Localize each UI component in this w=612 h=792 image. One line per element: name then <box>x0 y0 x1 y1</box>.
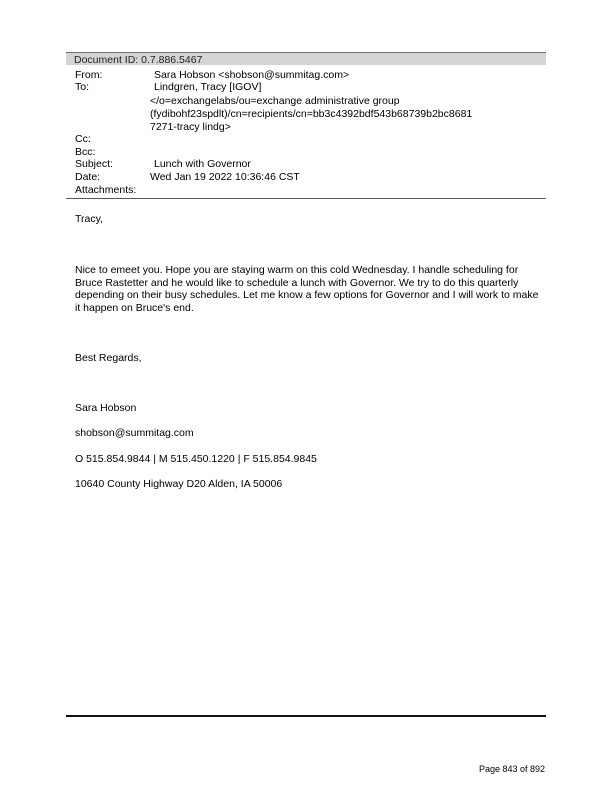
document-id-bar: Document ID: 0.7.886.5467 <box>66 52 546 65</box>
closing: Best Regards, <box>75 352 142 364</box>
date-label: Date: <box>75 171 101 183</box>
cc-label: Cc: <box>75 133 91 145</box>
to-recipient-name: Lindgren, Tracy [IGOV] <box>154 81 262 93</box>
signature-name: Sara Hobson <box>75 402 137 414</box>
to-address-line-2: (fydibohf23spdlt)/cn=recipients/cn=bb3c4392bdf543b68739b2bc8681 <box>150 108 473 120</box>
attachments-label: Attachments: <box>75 184 137 196</box>
signature-address: 10640 County Highway D20 Alden, IA 50006 <box>75 478 283 490</box>
from-value: Sara Hobson <shobson@summitag.com> <box>154 69 350 81</box>
page-number: Page 843 of 892 <box>478 764 545 774</box>
to-label: To: <box>75 81 90 93</box>
signature-email: shobson@summitag.com <box>75 427 194 439</box>
greeting: Tracy, <box>75 213 103 225</box>
date-value: Wed Jan 19 2022 10:36:46 CST <box>150 171 300 183</box>
subject-label: Subject: <box>75 158 113 170</box>
from-label: From: <box>75 69 103 81</box>
bcc-label: Bcc: <box>75 146 96 158</box>
message-paragraph: Nice to emeet you. Hope you are staying warm on this cold Wednesday. I handle scheduling for Bruce Rastetter and he would like to schedule a lunch with Governor. We try to do this quarterly depending on their busy schedules. Let me know a few options for Governor and I will work to make it happen on Bruce's end. <box>75 264 539 314</box>
header-divider <box>66 198 546 199</box>
subject-value: Lunch with Governor <box>154 158 251 170</box>
to-address-line-3: 7271-tracy lindg> <box>150 121 231 133</box>
to-address-line-1: </o=exchangelabs/ou=exchange administrative group <box>150 95 400 107</box>
footer-divider <box>66 715 546 717</box>
signature-phone: O 515.854.9844 | M 515.450.1220 | F 515.854.9845 <box>75 453 317 465</box>
